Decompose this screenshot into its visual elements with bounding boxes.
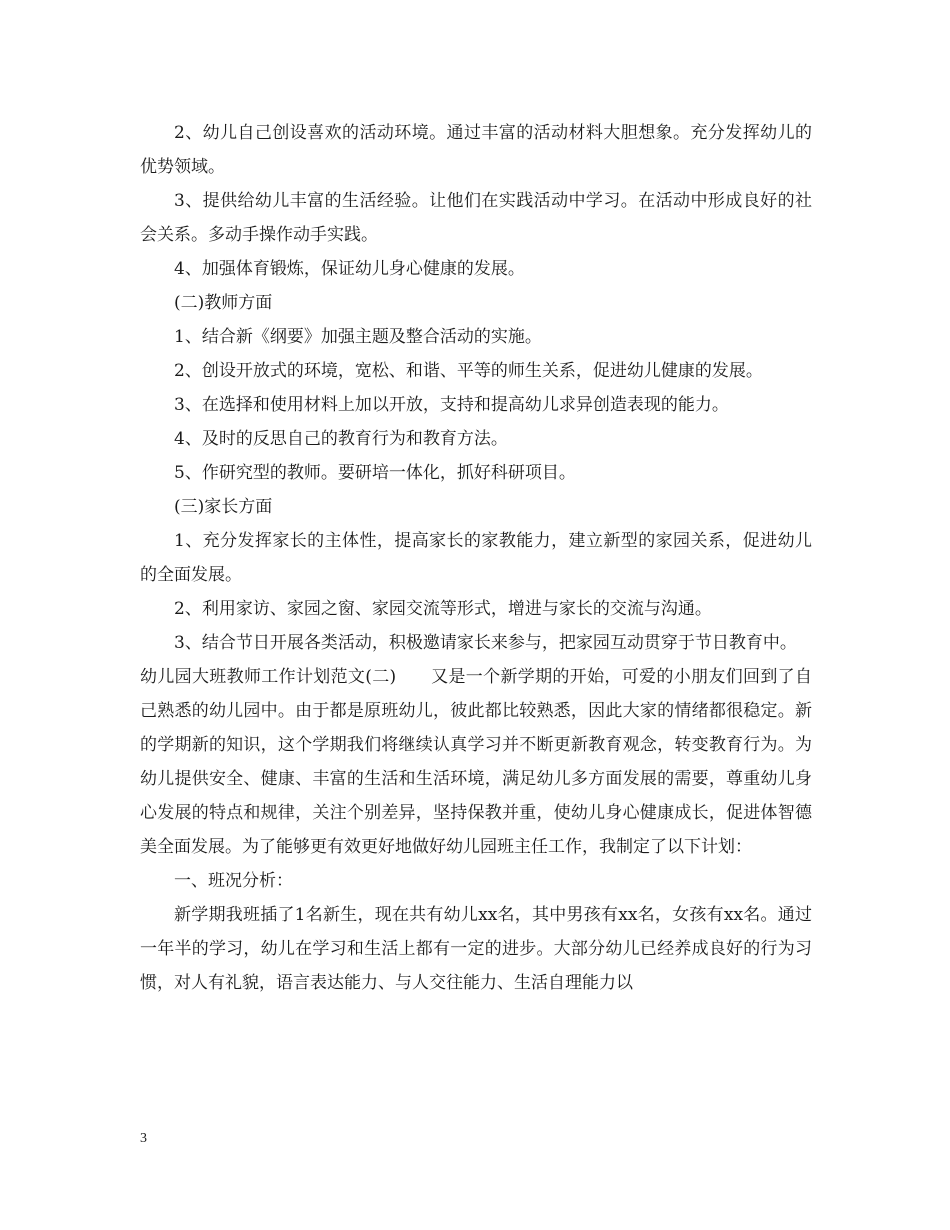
section-heading: (三)家长方面 [174,497,273,517]
paragraph: 幼儿园大班教师工作计划范文(二) 又是一个新学期的开始，可爱的小朋友们回到了自己熟悉的幼儿园中。由于都是原班幼儿，彼此都比较熟悉，因此大家的情绪都很稳定。新的学期新的知识，这个学期我们将继续认真学习并不断更新教育观念，转变教育行为。为幼儿提供安全、健康、丰富的生活和生活环境，满足幼儿多方面发展的需要，尊重幼儿身心发展的特点和规律，关注个别差异，坚持保教并重，使幼儿身心健康成长，促进体智德美全面发展。为了能够更有效更好地做好幼儿园班主任工作，我制定了以下计划： [140,667,812,857]
paragraph: 3、提供给幼儿丰富的生活经验。让他们在实践活动中学习。在活动中形成良好的社会关系。多动手操作动手实践。 [140,191,812,245]
paragraph: 3、在选择和使用材料上加以开放，支持和提高幼儿求异创造表现的能力。 [174,395,729,415]
paragraph: 4、及时的反思自己的教育行为和教育方法。 [174,429,508,449]
paragraph: 1、结合新《纲要》加强主题及整合活动的实施。 [174,327,542,347]
section-heading: 一、班况分析： [174,871,293,891]
paragraph: 5、作研究型的教师。要研培一体化，抓好科研项目。 [174,463,576,483]
page-number: 3 [140,1131,147,1146]
paragraph: 2、利用家访、家园之窗、家园交流等形式，增进与家长的交流与沟通。 [174,599,712,619]
paragraph: 1、充分发挥家长的主体性，提高家长的家教能力，建立新型的家园关系，促进幼儿的全面发展。 [140,531,812,585]
paragraph: 新学期我班插了1名新生，现在共有幼儿xx名，其中男孩有xx名，女孩有xx名。通过一年半的学习，幼儿在学习和生活上都有一定的进步。大部分幼儿已经养成良好的行为习惯，对人有礼貌，语言表达能力、与人交往能力、生活自理能力以 [140,905,812,993]
paragraph: 4、加强体育锻炼，保证幼儿身心健康的发展。 [174,259,525,279]
paragraph: 2、创设开放式的环境，宽松、和谐、平等的师生关系，促进幼儿健康的发展。 [174,361,763,381]
document-body [140,116,812,1000]
section-heading: (二)教师方面 [174,293,273,313]
paragraph: 3、结合节日开展各类活动，积极邀请家长来参与，把家园互动贯穿于节日教育中。 [174,633,797,653]
paragraph: 2、幼儿自己创设喜欢的活动环境。通过丰富的活动材料大胆想象。充分发挥幼儿的优势领域。 [140,123,812,177]
